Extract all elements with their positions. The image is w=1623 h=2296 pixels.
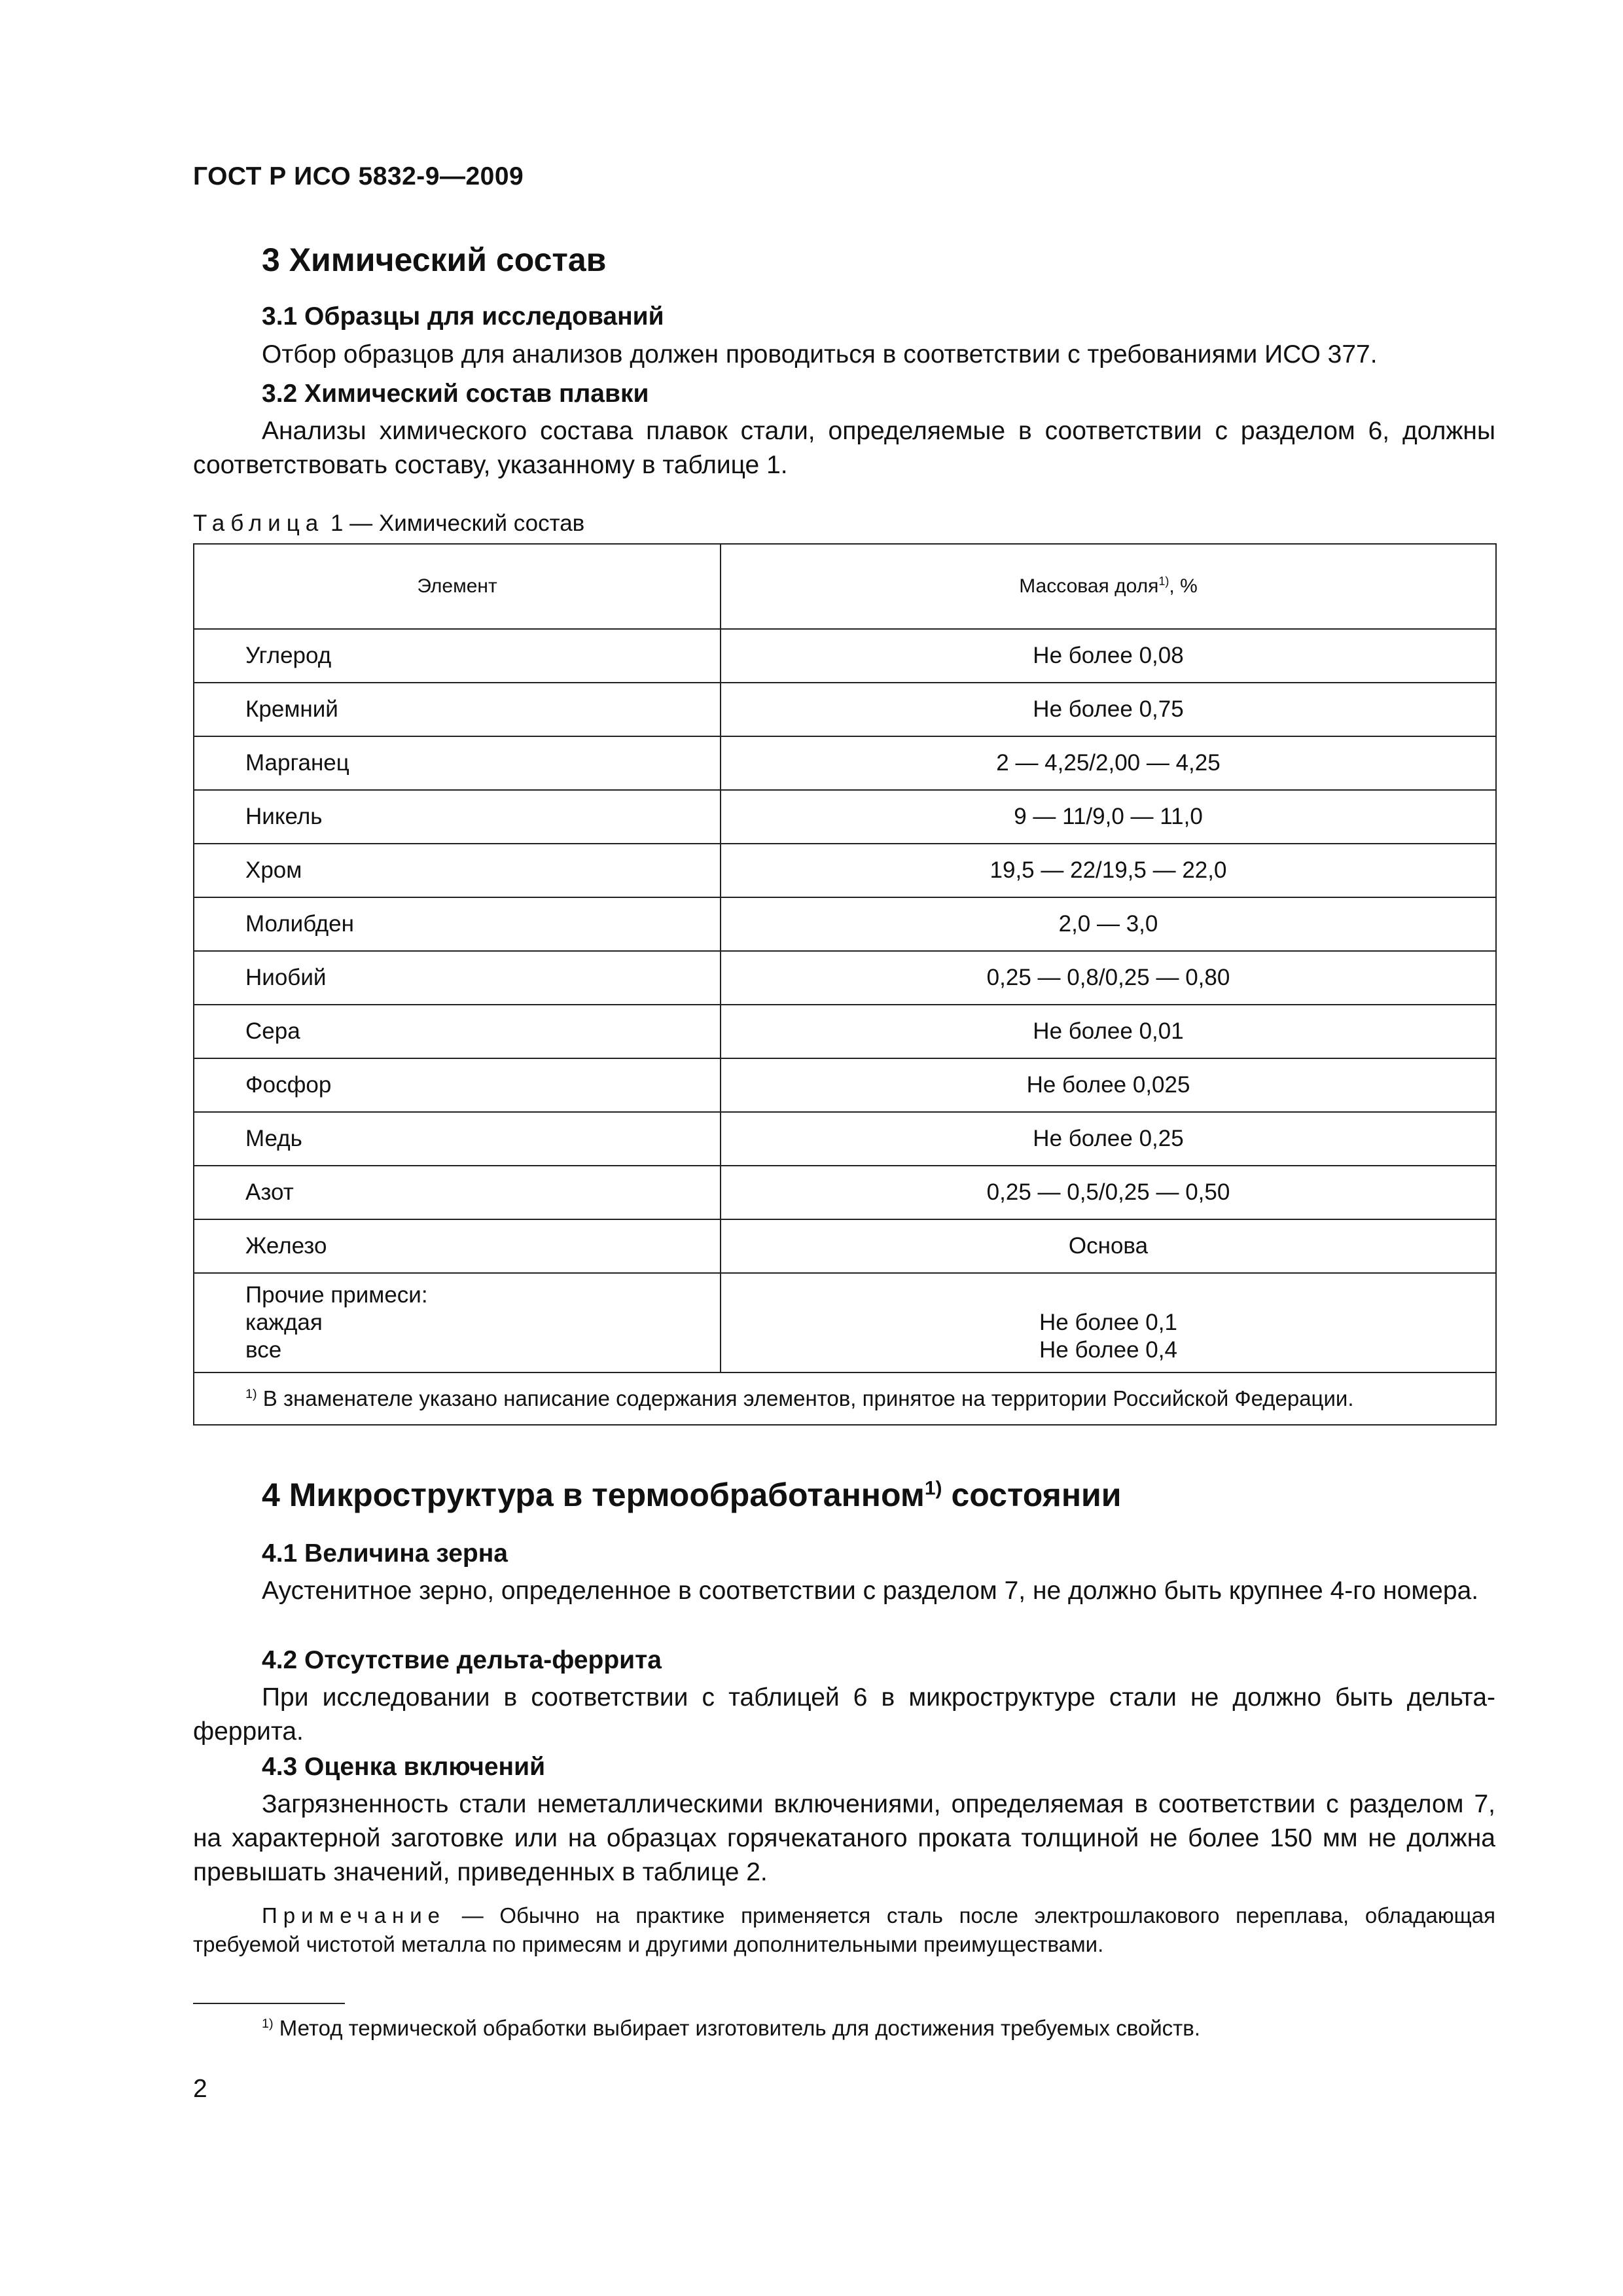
footnote-reference: 1) xyxy=(924,1477,942,1499)
element-name: Азот xyxy=(194,1166,721,1219)
mass-fraction-value: Не более 0,75 xyxy=(721,683,1496,736)
element-name: Углерод xyxy=(194,629,721,683)
mass-fraction-value: Основа xyxy=(721,1219,1496,1273)
mass-fraction-value: 19,5 — 22/19,5 — 22,0 xyxy=(721,844,1496,897)
mass-fraction-value: 0,25 — 0,5/0,25 — 0,50 xyxy=(721,1166,1496,1219)
table-caption-text: 1 — Химический состав xyxy=(324,511,585,536)
table-row xyxy=(194,1005,1496,1058)
section-4-title: 4 Микроструктура в термообработанном$^{1)}$ состоянии xyxy=(262,1477,1122,1513)
note-label: Примечание xyxy=(262,1903,446,1928)
other-impurities-each-value: Не более 0,1 xyxy=(1039,1310,1177,1335)
table-caption-label: Таблица xyxy=(193,511,325,536)
section-3-1-text: Отбор образцов для анализов должен проводиться в соответствии с требованиями ИСО 377. xyxy=(262,340,1378,368)
section-4-1-text: Аустенитное зерно, определенное в соответствии с разделом 7, не должно быть крупнее 4-го номера. xyxy=(262,1577,1479,1605)
table-row xyxy=(194,1219,1496,1273)
table-header-row xyxy=(194,544,1496,629)
mass-fraction-value: Не более 0,01 xyxy=(721,1005,1496,1058)
section-3-2-title: 3.2 Химический состав плавки xyxy=(262,380,649,408)
other-impurities-all: все xyxy=(245,1337,282,1363)
element-name: Железо xyxy=(194,1219,721,1273)
mass-fraction-value: Не более 0,025 xyxy=(721,1058,1496,1112)
table-row xyxy=(194,844,1496,897)
mass-fraction-value: Не более 0,08 xyxy=(721,629,1496,683)
other-impurities-values xyxy=(721,1273,1496,1372)
table-row xyxy=(194,897,1496,951)
mass-fraction-value: Не более 0,25 xyxy=(721,1112,1496,1166)
section-4-1-title: 4.1 Величина зерна xyxy=(262,1539,508,1568)
table-row xyxy=(194,736,1496,790)
element-name: Медь xyxy=(194,1112,721,1166)
section-3-1-title: 3.1 Образцы для исследований xyxy=(262,302,664,331)
section-3-2-text: Анализы химического состава плавок стали, определяемые в соответствии с разделом 6, должны соответствовать составу, указанному в таблице 1. xyxy=(193,417,1495,479)
element-name: Молибден xyxy=(194,897,721,951)
section-4-2-title: 4.2 Отсутствие дельта-феррита xyxy=(262,1646,662,1674)
other-impurities-all-value: Не более 0,4 xyxy=(1039,1337,1177,1363)
section-3-title: 3 Химический состав xyxy=(262,242,607,278)
section-4-3-text: Загрязненность стали неметаллическими включениями, определяемая в соответствии с разделом 7, на характерной заготовке или на образцах горячекатаного проката толщиной не более 150 мм не должна превышать значений, приведенных в таблице 2. xyxy=(193,1790,1495,1886)
table-caption xyxy=(193,511,584,537)
section-4-2-text: При исследовании в соответствии с таблицей 6 в микроструктуре стали не должно быть дельта-феррита. xyxy=(193,1683,1495,1746)
other-impurities-label: Прочие примеси: xyxy=(245,1282,428,1308)
mass-fraction-value: 2 — 4,25/2,00 — 4,25 xyxy=(721,736,1496,790)
note-text: — Обычно на практике применяется сталь после электрошлакового переплава, обладающая требуемой чистотой металла по примесям и другими дополнительными преимуществами. xyxy=(193,1903,1495,1956)
table-row xyxy=(194,683,1496,736)
column-header-mass-fraction: Массовая доля$^{1)}$, % xyxy=(721,544,1496,629)
table-row xyxy=(194,1112,1496,1166)
element-name: Хром xyxy=(194,844,721,897)
table-row xyxy=(194,1166,1496,1219)
table-row xyxy=(194,1058,1496,1112)
element-name: Фосфор xyxy=(194,1058,721,1112)
other-impurities-each: каждая xyxy=(245,1310,323,1335)
element-name: Ниобий xyxy=(194,951,721,1005)
section-4-3-title: 4.3 Оценка включений xyxy=(262,1753,546,1781)
mass-fraction-value: 9 — 11/9,0 — 11,0 xyxy=(721,790,1496,844)
mass-fraction-value: 2,0 — 3,0 xyxy=(721,897,1496,951)
document-header: ГОСТ Р ИСО 5832-9—2009 xyxy=(193,162,524,190)
page-footnote: $^{1)}$ Метод термической обработки выбирает изготовитель для достижения требуемых свойств. xyxy=(262,2016,1200,2040)
element-name: Сера xyxy=(194,1005,721,1058)
table-row xyxy=(194,951,1496,1005)
footnote-divider xyxy=(193,2003,345,2004)
column-header-element: Элемент xyxy=(194,544,721,629)
table-row xyxy=(194,790,1496,844)
element-name: Никель xyxy=(194,790,721,844)
element-name: Кремний xyxy=(194,683,721,736)
element-name: Марганец xyxy=(194,736,721,790)
mass-fraction-value: 0,25 — 0,8/0,25 — 0,80 xyxy=(721,951,1496,1005)
table-row-other-impurities xyxy=(194,1273,1496,1372)
table-row xyxy=(194,629,1496,683)
chemical-composition-table xyxy=(193,543,1497,1426)
table-footnote: $^{1)}$ В знаменателе указано написание содержания элементов, принятое на территории Российской Федерации. xyxy=(194,1372,1496,1425)
page-number: 2 xyxy=(193,2075,207,2103)
note xyxy=(193,1901,1495,1959)
table-footnote-row xyxy=(194,1372,1496,1425)
other-impurities-cell xyxy=(194,1273,721,1372)
